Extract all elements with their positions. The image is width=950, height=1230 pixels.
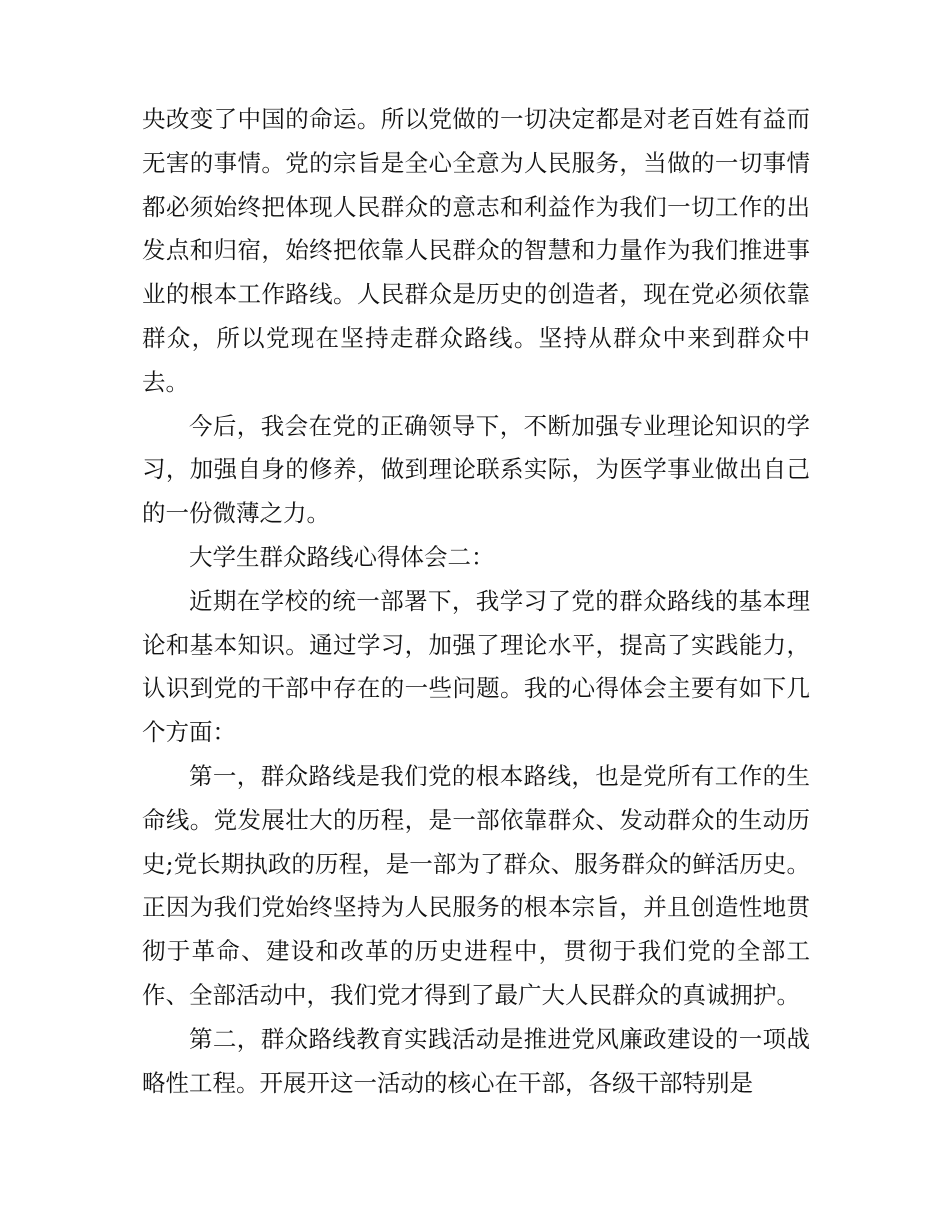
- paragraph-2: 今后，我会在党的正确领导下，不断加强专业理论知识的学习，加强自身的修养，做到理论联系实际，为医学事业做出自己的一份微薄之力。: [142, 411, 810, 528]
- document-page: [142, 98, 810, 1105]
- section-heading: 大学生群众路线心得体会二：: [189, 542, 495, 571]
- paragraph-1: 央改变了中国的命运。所以党做的一切决定都是对老百姓有益而无害的事情。党的宗旨是全心全意为人民服务，当做的一切事情都必须始终把体现人民群众的意志和利益作为我们一切工作的出发点和归宿，始终把依靠人民群众的智慧和力量作为我们推进事业的根本工作路线。人民群众是历史的创造者，现在党必须依靠群众，所以党现在坚持走群众路线。坚持从群众中来到群众中去。: [142, 105, 810, 396]
- paragraph-3: 近期在学校的统一部署下，我学习了党的群众路线的基本理论和基本知识。通过学习，加强了理论水平，提高了实践能力，认识到党的干部中存在的一些问题。我的心得体会主要有如下几个方面：: [142, 586, 810, 747]
- paragraph-4: 第一，群众路线是我们党的根本路线，也是党所有工作的生命线。党发展壮大的历程，是一部依靠群众、发动群众的生动历史;党长期执政的历程，是一部为了群众、服务群众的鲜活历史。正因为我们党始终坚持为人民服务的根本宗旨，并且创造性地贯彻于革命、建设和改革的历史进程中，贯彻于我们党的全部工作、全部活动中，我们党才得到了最广大人民群众的真诚拥护。: [142, 761, 810, 1009]
- paragraph-5: 第二，群众路线教育实践活动是推进党风廉政建设的一项战略性工程。开展开这一活动的核心在干部，各级干部特别是: [142, 1024, 810, 1097]
